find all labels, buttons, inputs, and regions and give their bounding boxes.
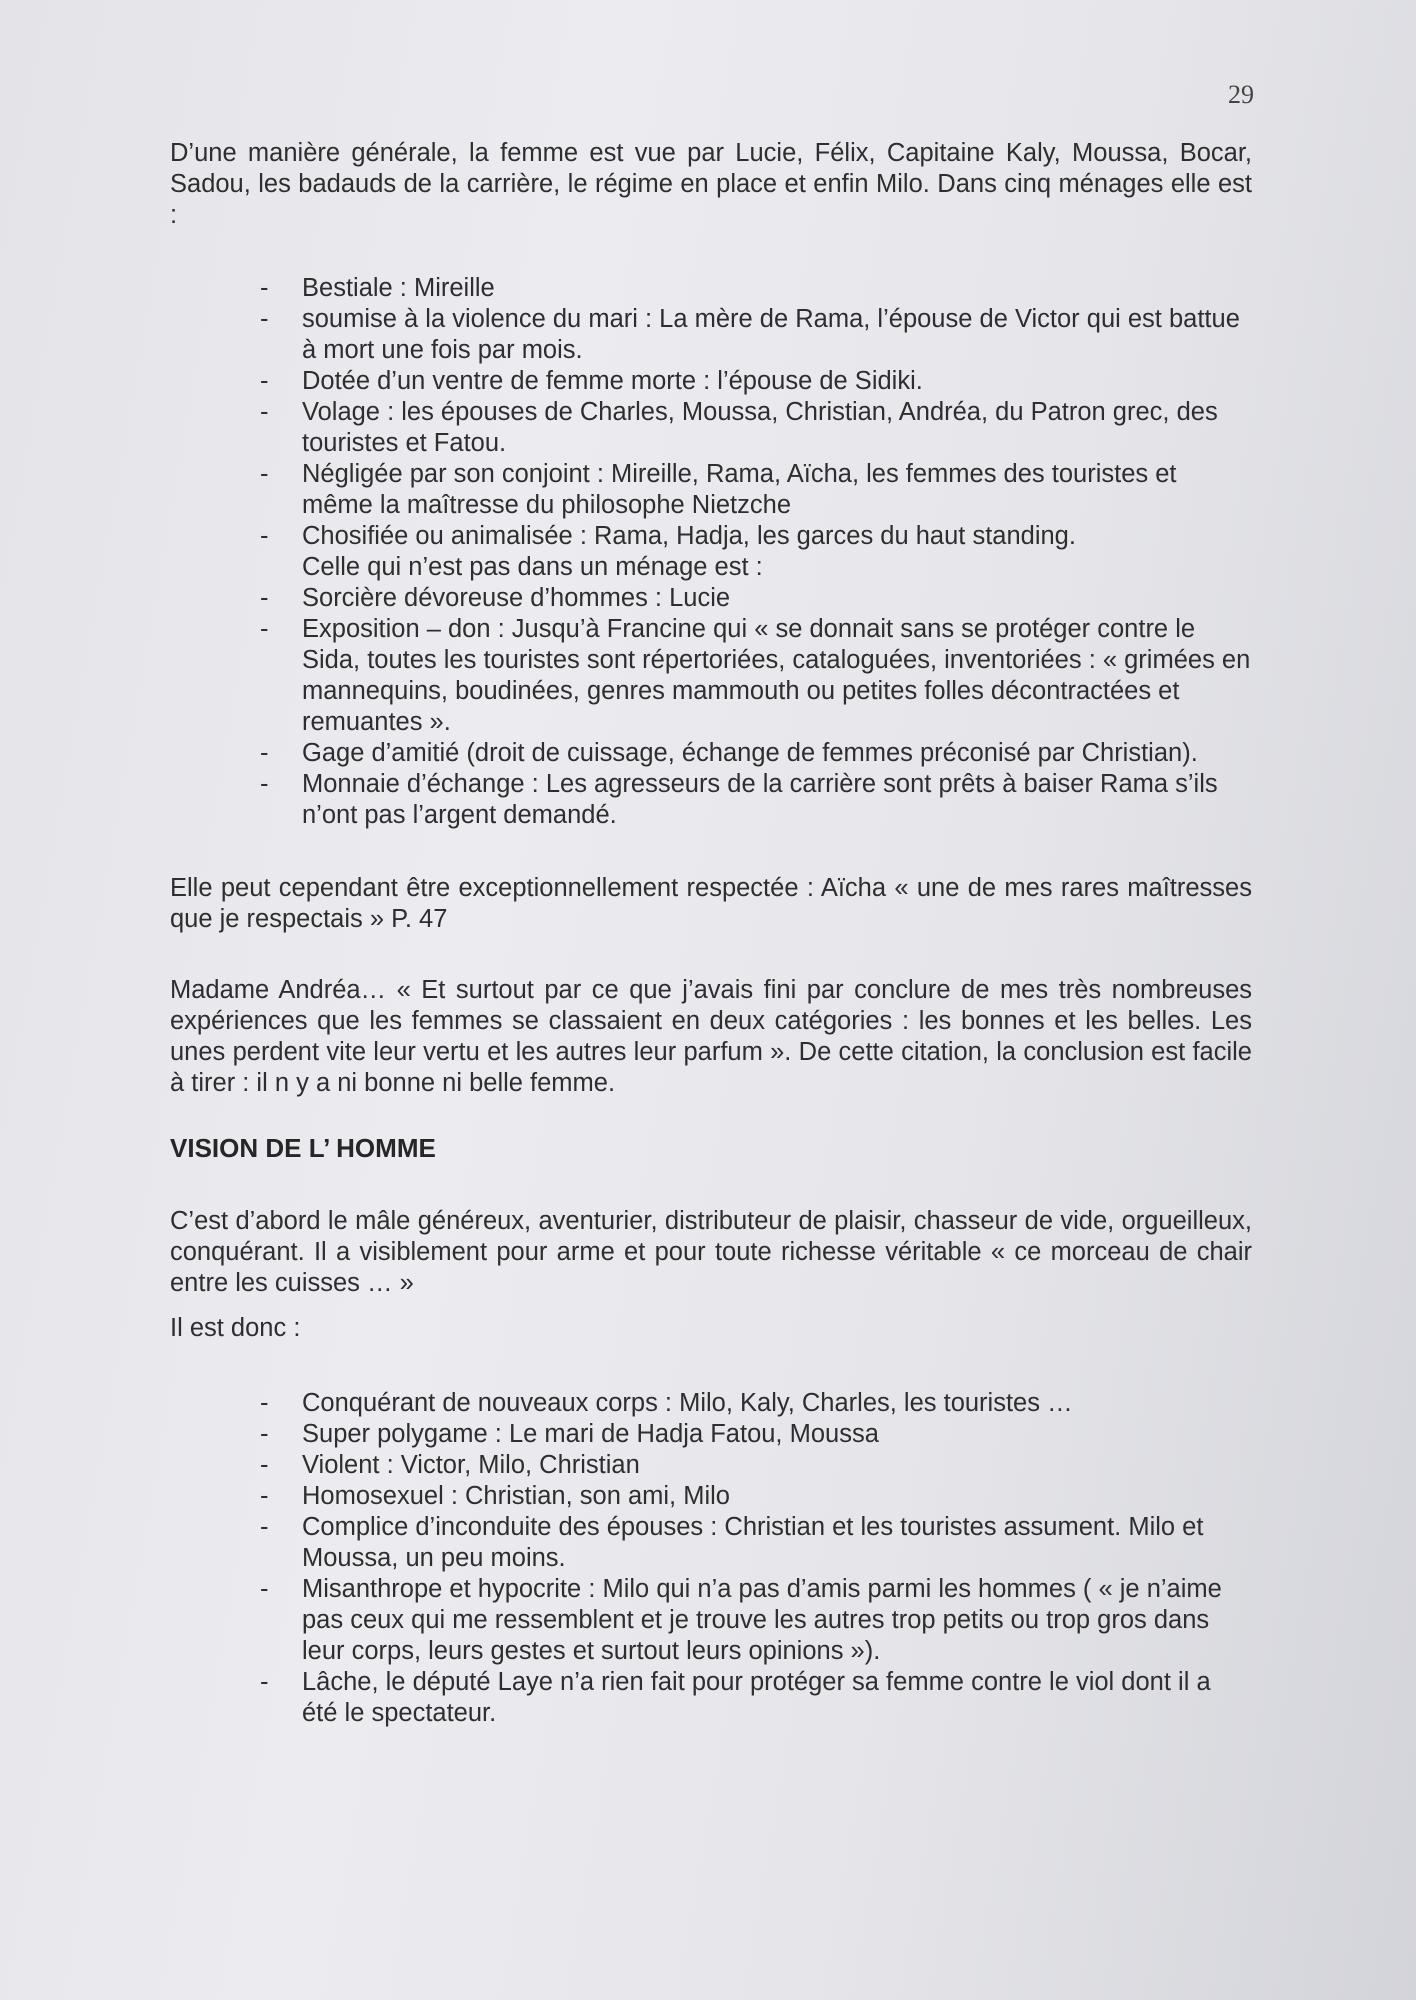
list-item: - Gage d’amitié (droit de cuissage, échange de femmes préconisé par Christian).	[302, 738, 1252, 769]
list-item: - Violent : Victor, Milo, Christian	[302, 1450, 1252, 1481]
man-donc-line: Il est donc :	[170, 1314, 301, 1342]
list-item: - Misanthrope et hypocrite : Milo qui n’a pas d’amis parmi les hommes ( « je n’aime pas ceux qui me ressemblent et je trouve les autres trop petits ou trop gros dans leur corps, leurs gestes et surtout leurs opinions »).	[302, 1574, 1252, 1667]
page-content	[170, 138, 1252, 1771]
list-item: - Bestiale : Mireille	[302, 273, 1252, 304]
list-item: - soumise à la violence du mari : La mère de Rama, l’épouse de Victor qui est battue à mort une fois par mois.	[302, 304, 1252, 366]
list-item: - Dotée d’un ventre de femme morte : l’épouse de Sidiki.	[302, 366, 1252, 397]
section-heading-man: VISION DE L’ HOMME	[170, 1133, 436, 1163]
woman-vision-list	[170, 273, 1252, 831]
man-intro-paragraph: C’est d’abord le mâle généreux, aventurier, distributeur de plaisir, chasseur de vide, orgueilleux, conquérant. Il a visiblement pour arme et pour toute richesse véritable « ce morceau de chair entre les cuisses … »	[170, 1207, 1252, 1297]
intro-paragraph: D’une manière générale, la femme est vue par Lucie, Félix, Capitaine Kaly, Moussa, Bocar, Sadou, les badauds de la carrière, le régime en place et enfin Milo. Dans cinq ménages elle est :	[170, 139, 1252, 229]
list-item: - Sorcière dévoreuse d’hommes : Lucie	[302, 583, 1252, 614]
man-vision-list	[170, 1388, 1252, 1729]
list-item: - Exposition – don : Jusqu’à Francine qui « se donnait sans se protéger contre le Sida, toutes les touristes sont répertoriées, cataloguées, inventoriées : « grimées en mannequins, boudinées, genres mammouth ou petites folles décontractées et remuantes ».	[302, 614, 1252, 738]
list-item: - Lâche, le député Laye n’a rien fait pour protéger sa femme contre le viol dont il a été le spectateur.	[302, 1667, 1252, 1729]
andrea-paragraph: Madame Andréa… « Et surtout par ce que j’avais fini par conclure de mes très nombreuses expériences que les femmes se classaient en deux catégories : les bonnes et les belles. Les unes perdent vite leur vertu et les autres leur parfum ». De cette citation, la conclusion est facile à tirer : il n y a ni bonne ni belle femme.	[170, 976, 1252, 1097]
list-item: - Négligée par son conjoint : Mireille, Rama, Aïcha, les femmes des touristes et même la maîtresse du philosophe Nietzche	[302, 459, 1252, 521]
page-number: 29	[1228, 80, 1254, 109]
list-item: - Chosifiée ou animalisée : Rama, Hadja, les garces du haut standing.	[302, 521, 1252, 552]
list-item: - Volage : les épouses de Charles, Moussa, Christian, Andréa, du Patron grec, des touristes et Fatou.	[302, 397, 1252, 459]
list-item: - Conquérant de nouveaux corps : Milo, Kaly, Charles, les touristes …	[302, 1388, 1252, 1419]
list-item: - Complice d’inconduite des épouses : Christian et les touristes assument. Milo et Moussa, un peu moins.	[302, 1512, 1252, 1574]
list-subheading: Celle qui n’est pas dans un ménage est :	[302, 553, 763, 581]
list-item: - Monnaie d’échange : Les agresseurs de la carrière sont prêts à baiser Rama s’ils n’ont pas l’argent demandé.	[302, 769, 1252, 831]
list-item: - Super polygame : Le mari de Hadja Fatou, Moussa	[302, 1419, 1252, 1450]
list-item: - Homosexuel : Christian, son ami, Milo	[302, 1481, 1252, 1512]
respect-paragraph: Elle peut cependant être exceptionnellement respectée : Aïcha « une de mes rares maîtresses que je respectais » P. 47	[170, 874, 1252, 933]
